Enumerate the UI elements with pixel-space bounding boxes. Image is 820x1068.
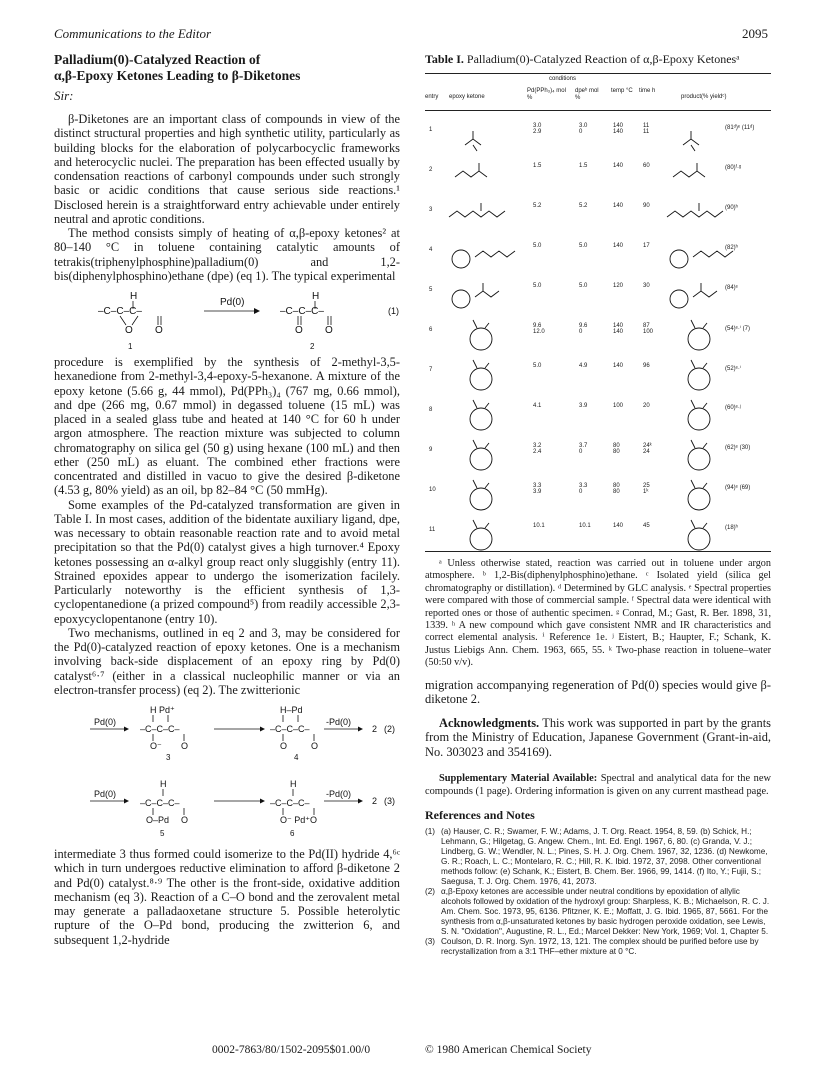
- cell-time: 17: [643, 243, 650, 249]
- svg-text:O⁻ Pd⁺O: O⁻ Pd⁺O: [280, 815, 318, 825]
- paragraph-5: Two mechanisms, outlined in eq 2 and 3, may be considered for the Pd(0)-catalyzed reaction of epoxy ketones. One is a mechanism involving back-side displacement of an epoxy ring by Pd(0) catalyst⁶·⁷ (either in a classical nucleophilic manner or via an electron-transfer process) (eq 2). The zwitterionic: [54, 625, 400, 697]
- table-row: [425, 115, 771, 155]
- paragraph-1: β-Diketones are an important class of compounds in view of the distinct structural properties and high synthetic utility, particularly as building blocks for the elaboration of polycarbocyclic frameworks and heterocyclic nuclei. The preparation has been effected usually by condensation reactions of carbonyl compounds under such strongly basic or acidic conditions that cause serious side reactions.¹ Disclosed herein is a straightforward entry achievable under entirely neutral and aprotic conditions.: [54, 112, 400, 226]
- ref-number: (3): [425, 937, 436, 947]
- cell-pd: 3.0 2.9: [533, 123, 542, 135]
- left-column: [54, 52, 400, 947]
- cell-temp: 140: [613, 243, 624, 249]
- ack-label: Acknowledgments.: [439, 716, 540, 731]
- cell-yield: (60)ᵉ·ʲ: [725, 405, 741, 411]
- cell-pd: 9.6 12.0: [533, 323, 545, 335]
- cell-entry: 1: [429, 127, 433, 133]
- equation-2: [54, 703, 400, 761]
- cell-temp: 80 80: [613, 483, 620, 495]
- reactant-structure: [447, 235, 523, 273]
- paragraph-3: procedure is exemplified by the synthesis of 2-methyl-3,5-hexanedione from 2-methyl-3,4-epoxy-5-hexanone. A mixture of the epoxy ketone (5.66 g, 44 mmol), Pd(PPh₃)₄ (767 mg, 0.66 mmol), and dpe (266 mg, 0.67 mmol) in degassed toluene (15 mL) was placed in a sealed glass tube and heated at 140 °C for 60 h under argon atmosphere. The reaction mixture was subjected to column chromatography on silica gel (50 g) using hexane (100 mL) and then ether (250 mL) as eluant. The combined ether fractions were concentrated and distilled in vacuo to give the desired β-diketone (4.53 g, 80% yield) as an oil, bp 82–84 °C (50 mmHg).: [54, 355, 400, 498]
- product-structure: [665, 115, 735, 153]
- cell-yield: (80)ᶠ·ᵍ: [725, 165, 742, 171]
- acknowledgments: [425, 716, 771, 759]
- cell-dpe: 1.5: [579, 163, 588, 169]
- reactant-structure: [447, 395, 523, 433]
- cell-entry: 2: [429, 167, 433, 173]
- ref-text: (a) Hauser, C. R.; Swamer, F. W.; Adams, J. T. Org. React. 1954, 8, 59. (b) Schick, H.; Lehmann, G.; Hilgetag, G. Angew. Chem., Int. Ed. Engl. 1967, 6, 80. (c) Granda, V. J.; Lindberg, G. W.; Wendler, N. L.; Pines, S. H. J. Org. Chem. 1967, 32, 1236. (d) Newkome, G. R.; Roach, L. C.; Montelaro, R. C.; Hill, R. K. Ibid. 1972, 37, 2098. Other conventional methods follow: (e) Schank, K.; Eistert, B. Chem. Ber. 1966, 99, 1414. (f) Ito, Y.; Fujii, S.; Saegusa, T. J. Org. Chem. 1976, 41, 2073.: [441, 827, 768, 887]
- table-row: [425, 235, 771, 275]
- paragraph-7: migration accompanying regeneration of Pd(0) species would give β-diketone 2.: [425, 677, 771, 706]
- table-row: [425, 315, 771, 355]
- svg-text:O: O: [325, 325, 333, 336]
- cell-entry: 8: [429, 407, 433, 413]
- product-structure: [665, 155, 735, 193]
- cell-temp: 80 80: [613, 443, 620, 455]
- svg-text:H: H: [130, 291, 138, 302]
- eq3-product-ref: 2: [372, 796, 378, 806]
- eq1-label-b: 2: [310, 342, 315, 351]
- svg-text:O: O: [181, 815, 189, 825]
- svg-text:O: O: [311, 741, 319, 751]
- table-row: [425, 435, 771, 475]
- col-product: product(% yieldᶜ): [681, 94, 727, 100]
- cell-yield: (94)ᵉ (69): [725, 485, 751, 491]
- cell-dpe: 9.6 0: [579, 323, 588, 335]
- col-time: time h: [639, 88, 656, 94]
- cell-dpe: 5.2: [579, 203, 588, 209]
- col-entry: entry: [425, 94, 439, 100]
- cell-dpe: 10.1: [579, 523, 591, 529]
- cell-dpe: 3.0 0: [579, 123, 588, 135]
- svg-text:O: O: [280, 741, 288, 751]
- cell-temp: 140: [613, 523, 624, 529]
- cell-time: 45: [643, 523, 650, 529]
- table-row: [425, 355, 771, 395]
- paragraph-6: intermediate 3 thus formed could isomerize to the Pd(II) hydride 4,⁶ᶜ which in turn undergoes reductive elimination to afford β-diketone 2 and Pd(0) catalyst.⁸·⁹ The other is the front-side, oxidative addition mechanism (eq 3). Reaction of a C–O bond and the zerovalent metal may generate a palladaoxetane structure 5. Possible heterolytic rupture of the O–Pd bond, producing the zwitterion 6, and subsequent 1,2-hydride: [54, 847, 400, 947]
- article-title-line1: Palladium(0)-Catalyzed Reaction of: [54, 52, 261, 67]
- svg-text:O: O: [181, 741, 189, 751]
- cell-temp: 120: [613, 283, 624, 289]
- cell-pd: 1.5: [533, 163, 542, 169]
- reactant-structure: [447, 435, 523, 473]
- cell-yield: (82)ʰ: [725, 245, 738, 251]
- equation-3: [54, 773, 400, 843]
- reactant-structure: [447, 195, 523, 233]
- eq3-label-b: 6: [290, 829, 295, 838]
- reactant-structure: [447, 475, 523, 513]
- cell-yield: (52)ᵉ·ⁱ: [725, 366, 741, 372]
- cell-pd: 3.2 2.4: [533, 443, 542, 455]
- cell-pd: 5.0: [533, 363, 542, 369]
- cell-entry: 11: [429, 527, 436, 533]
- reactant-structure: [447, 115, 523, 153]
- table-footnote: ᵃ Unless otherwise stated, reaction was carried out in toluene under argon atmosphere. ᵇ 1,2-Bis(diphenylphosphino)ethane. ᶜ Isolated yield (silica gel chromatography or distillation). ᵈ Determined by GLC analysis. ᵉ Spectral properties were compared with those of commercial sample. ᶠ Spectral data were identical with reported ones or those of authentic specimen. ᵍ Conrad, M.; Gast, R. Ber. 1898, 31, 1339. ʰ A new compound which gave consistent NMR and IR characteristics and correct elemental analysis. ⁱ Reference 1e. ʲ Eistert, B.; Haupter, F.; Schank, K. Justus Liebigs Ann. Chem. 1963, 665, 55. ᵏ Two-phase reaction in toluene–water (50:50 v/v).: [425, 558, 771, 669]
- salutation: Sir:: [54, 88, 74, 103]
- cell-yield: (54)ᵉ·ⁱ (7): [725, 326, 750, 332]
- cell-temp: 140: [613, 203, 624, 209]
- product-structure: [665, 475, 735, 513]
- product-structure: [665, 395, 735, 433]
- running-head: Communications to the Editor: [54, 26, 212, 41]
- reactant-structure: [447, 515, 523, 553]
- cell-pd: 3.3 3.9: [533, 483, 542, 495]
- cell-yield: (18)ʰ: [725, 525, 738, 531]
- cell-time: 96: [643, 363, 650, 369]
- cell-temp: 140: [613, 363, 624, 369]
- cell-temp: 140 140: [613, 123, 624, 135]
- cell-yield: (62)ᵉ (30): [725, 445, 751, 451]
- cell-time: 60: [643, 163, 650, 169]
- cell-time: 25 1ᵏ: [643, 483, 650, 495]
- table-row: [425, 195, 771, 235]
- eq2-label-b: 4: [294, 753, 299, 761]
- references-heading: References and Notes: [425, 808, 535, 823]
- page-number: 2095: [742, 26, 768, 41]
- reactant-structure: [447, 155, 523, 193]
- product-structure: [665, 515, 735, 553]
- eq1-catalyst: Pd(0): [220, 297, 245, 308]
- paragraph-2: The method consists simply of heating of α,β-epoxy ketones² at 80–140 °C in toluene containing catalytic amounts of tetrakis(triphenylphosphine)palladium(0) and 1,2-bis(diphenylphosphino)ethane (dpe) (eq 1). The typical experimental: [54, 226, 400, 283]
- reactant-structure: [447, 315, 523, 353]
- eq3-number: (3): [384, 796, 395, 806]
- cell-temp: 140 140: [613, 323, 624, 335]
- svg-text:H: H: [290, 779, 297, 789]
- references-list: [425, 827, 771, 957]
- cell-dpe: 5.0: [579, 243, 588, 249]
- ref-number: (2): [425, 887, 436, 897]
- cell-time: 90: [643, 203, 650, 209]
- col-temp: temp °C: [611, 88, 633, 94]
- cell-dpe: 5.0: [579, 283, 588, 289]
- equation-2-scheme: [54, 703, 400, 761]
- table-row: [425, 515, 771, 555]
- svg-text:–C–C–C–: –C–C–C–: [270, 798, 310, 808]
- table-header: [425, 73, 771, 111]
- table-group-header: conditions: [549, 76, 577, 82]
- col-epoxy-ketone: epoxy ketone: [449, 94, 485, 100]
- ref-number: (1): [425, 827, 436, 837]
- cell-entry: 5: [429, 287, 433, 293]
- cell-entry: 9: [429, 447, 433, 453]
- ref-text: α,β-Epoxy ketones are accessible under neutral conditions by epoxidation of allylic alcohols followed by oxidation of the hydroxyl group: Sharpless, K. B.; Michaelson, R. C. J. Am. Chem. Soc. 1973, 95, 6136. Pfitzner, K. E.; Moffatt, J. G. Ibid. 1965, 87, 5661. For the synthesis from α,β-unsaturated ketones by basic hydrogen peroxide oxidation, see Lewis, S. N. "Oxidation", Augustine, R. L., Ed.; Marcel Dekker: New York, 1969; Vol. 1, Chapter 5.: [441, 887, 770, 937]
- eq3-label-a: 5: [160, 829, 165, 838]
- col-pd: Pd(PPh₃)₄ mol %: [527, 88, 566, 101]
- reactant-structure: [447, 275, 523, 313]
- product-structure: [665, 235, 735, 273]
- eq3-leaving: -Pd(0): [326, 789, 352, 799]
- reference-item: [425, 937, 771, 957]
- svg-text:O: O: [155, 325, 163, 336]
- product-structure: [665, 355, 735, 393]
- table-caption-label: Table I.: [425, 52, 464, 66]
- svg-text:O: O: [295, 325, 303, 336]
- cell-dpe: 3.7 0: [579, 443, 588, 455]
- supplementary: [425, 773, 771, 798]
- cell-pd: 5.0: [533, 243, 542, 249]
- cell-yield: (90)ʰ: [725, 205, 738, 211]
- svg-text:–C–C–C–: –C–C–C–: [140, 724, 180, 734]
- product-structure: [665, 435, 735, 473]
- reactant-structure: [447, 355, 523, 393]
- cell-entry: 10: [429, 487, 436, 493]
- footer-copyright: © 1980 American Chemical Society: [425, 1044, 592, 1056]
- paragraph-4: Some examples of the Pd-catalyzed transformation are given in Table I. In most cases, addition of the bidentate auxiliary ligand, dpe, was necessary to obtain reasonable reaction rate and to avoid metal precipitation so that the Pd(0) catalyst gives a high turnover.⁴ Epoxy ketones possessing an α-alkyl group react only sluggishly (entry 11). Strained epoxides appear to undergo the isomerization facilely. Particularly noteworthy is the efficient synthesis of 1,3-cyclopentanedione (a prized compound⁵) from readily accessible 2,3-epoxycyclopentanone (entry 10).: [54, 497, 400, 626]
- cell-temp: 140: [613, 163, 624, 169]
- eq2-leaving: -Pd(0): [326, 717, 352, 727]
- ack-text: This work was supported in part by the grants from the Ministry of Education, Japanese Government (Grant-in-aid, No. 303023 and 354169).: [425, 716, 771, 759]
- table-body: [425, 111, 771, 552]
- supp-text: Spectral and analytical data for the new compounds (1 page). Ordering information is given on any current masthead page.: [425, 772, 771, 797]
- svg-text:–C–C–C–: –C–C–C–: [98, 306, 142, 317]
- cell-time: 87 100: [643, 323, 654, 335]
- reference-item: [425, 887, 771, 937]
- footer-code: 0002-7863/80/1502-2095$01.00/0: [212, 1044, 371, 1056]
- cell-yield: (81ᵈ)ᵉ (11ᵈ): [725, 125, 755, 131]
- eq1-number: (1): [388, 306, 399, 316]
- cell-pd: 4.1: [533, 403, 542, 409]
- cell-dpe: 3.3 0: [579, 483, 588, 495]
- cell-dpe: 4.9: [579, 363, 588, 369]
- cell-pd: 5.2: [533, 203, 542, 209]
- equation-3-scheme: [54, 773, 400, 843]
- svg-text:O–Pd: O–Pd: [146, 815, 170, 825]
- article-title-line2: α,β-Epoxy Ketones Leading to β-Diketones: [54, 68, 301, 83]
- ref-text: Coulson, D. R. Inorg. Syn. 1972, 13, 121. The complex should be purified before use by recrystallization from a 3:1 THF–ether mixture at 0 °C.: [441, 937, 759, 957]
- cell-time: 20: [643, 403, 650, 409]
- product-structure: [665, 315, 735, 353]
- cell-pd: 5.0: [533, 283, 542, 289]
- cell-entry: 7: [429, 367, 433, 373]
- svg-text:–C–C–C–: –C–C–C–: [280, 306, 324, 317]
- col-dpe: dpeᵇ mol %: [575, 88, 599, 101]
- svg-text:O: O: [125, 325, 133, 336]
- cell-time: 30: [643, 283, 650, 289]
- eq1-label-a: 1: [128, 342, 133, 351]
- eq2-product-ref: 2: [372, 724, 378, 734]
- equation-1-scheme: [54, 289, 400, 351]
- table-row: [425, 275, 771, 315]
- eq3-reagent: Pd(0): [94, 789, 117, 799]
- svg-text:H Pd⁺: H Pd⁺: [150, 705, 175, 715]
- table-caption-text: Palladium(0)-Catalyzed Reaction of α,β-Epoxy Ketonesᵃ: [463, 52, 740, 66]
- cell-entry: 4: [429, 247, 433, 253]
- svg-text:H: H: [312, 291, 320, 302]
- cell-entry: 6: [429, 327, 433, 333]
- svg-text:H–Pd: H–Pd: [280, 705, 303, 715]
- cell-yield: (84)ᵉ: [725, 285, 738, 291]
- cell-temp: 100: [613, 403, 624, 409]
- equation-1: [54, 289, 400, 351]
- table-caption: [425, 52, 771, 67]
- product-structure: [665, 195, 735, 233]
- cell-entry: 3: [429, 207, 433, 213]
- product-structure: [665, 275, 735, 313]
- svg-text:O⁻: O⁻: [150, 741, 162, 751]
- right-column: [425, 52, 771, 957]
- table-row: [425, 395, 771, 435]
- cell-pd: 10.1: [533, 523, 545, 529]
- table-row: [425, 155, 771, 195]
- cell-dpe: 3.9: [579, 403, 588, 409]
- table-row: [425, 475, 771, 515]
- svg-text:–C–C–C–: –C–C–C–: [270, 724, 310, 734]
- svg-text:–C–C–C–: –C–C–C–: [140, 798, 180, 808]
- eq2-number: (2): [384, 724, 395, 734]
- svg-text:H: H: [160, 779, 167, 789]
- supp-label: Supplementary Material Available:: [439, 772, 598, 784]
- reference-item: [425, 827, 771, 887]
- eq2-label-a: 3: [166, 753, 171, 761]
- cell-time: 11 11: [643, 123, 650, 135]
- cell-time: 24ᵏ 24: [643, 443, 652, 455]
- eq2-reagent: Pd(0): [94, 717, 117, 727]
